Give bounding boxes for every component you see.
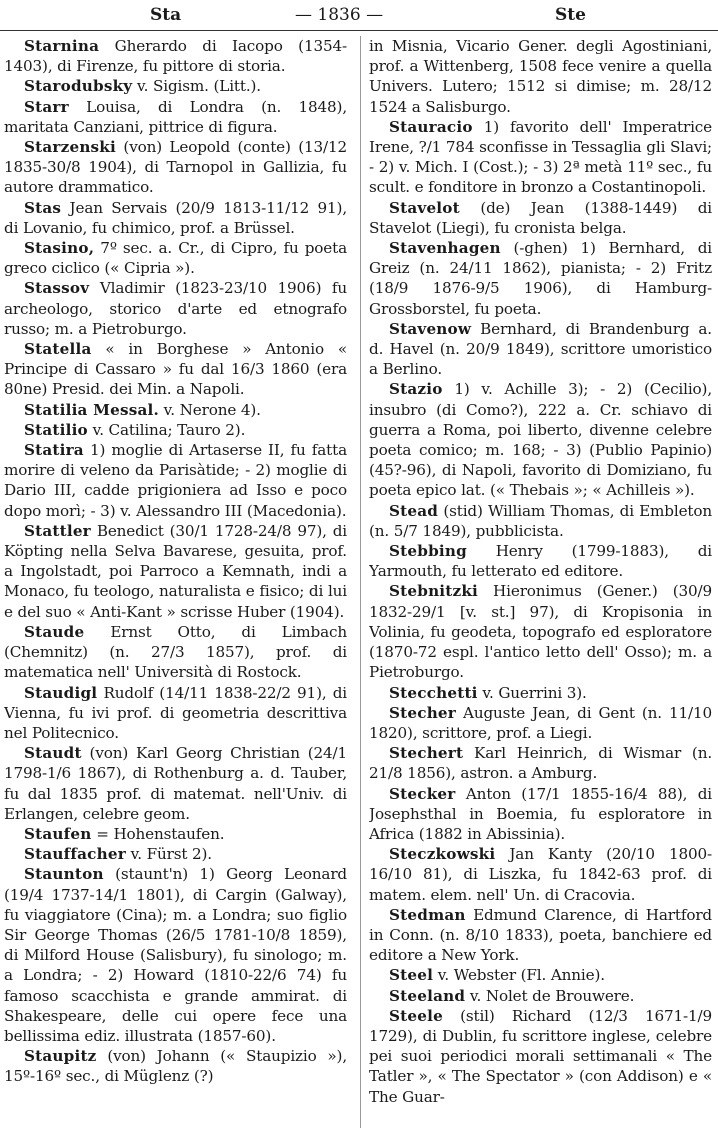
entry-text: Benedict (30/1 1728-24/8 97), di Köpting nella Selva Bavarese, gesuita, prof. a Ingolstadt, poi Parroco a Kemnath, indi a Monaco, fu teologo, naturalista e fisico; di lui e del suo « Anti-Kant » scrisse Huber (1904). [4,521,347,621]
dictionary-entry [4,440,347,521]
entry-text: Anton (17/1 1855-16/4 88), di Josephsthal in Boemia, fu esploratore in Africa (1882 in Abissinia). [369,784,712,843]
dictionary-entry [4,238,347,278]
dictionary-entry [4,36,347,76]
dictionary-entry [4,400,347,420]
dictionary-entry [4,824,347,844]
dictionary-entry [4,339,347,400]
entry-headword: Starnina [24,37,100,55]
dictionary-entry [369,319,712,380]
dictionary-entry [4,1046,347,1086]
dictionary-entry [369,844,712,905]
entry-text: v. Nolet de Brouwere. [465,986,635,1005]
entry-text: (stil) Richard (12/3 1671-1/9 1729), di Dublin, fu scrittore inglese, celebre pei suoi periodici morali settimanali « The Tatler », « The Spectator » (con Addison) e « The Guar- [369,1006,712,1106]
dictionary-entry [4,278,347,339]
entry-text: v. Nerone 4). [158,400,261,419]
header-left-guide-word: Sta [150,5,182,25]
entry-headword: Statilia Messal. [24,400,159,419]
dictionary-entry [369,986,712,1006]
entry-text: 1) favorito dell' Imperatrice Irene, ?/1 784 sconfisse in Tessaglia gli Slavi; - 2) v. Mich. I (Cost.); - 3) 2ª metà 11º sec., fu scult. e fonditore in bronzo a Costantinopoli. [369,117,712,197]
entry-text: Gherardo di Iacopo (1354-1403), di Firenze, fu pittore di storia. [4,37,347,76]
dictionary-entry [369,541,712,581]
entry-headword: Steeland [389,986,466,1005]
entry-headword: Staufen [24,824,92,843]
entry-text: (-ghen) 1) Bernhard, di Greiz (n. 24/11 1862), pianista; - 2) Fritz (18/9 1876-9/5 1906), di Hamburg-Grossborstel, fu poeta. [369,239,712,318]
entry-text: 1) moglie di Artaserse II, fu fatta morire di veleno da Parisàtide; - 2) moglie di Dario III, cadde prigioniera ad Isso e poco dopo morì; - 3) v. Alessandro III (Macedonia). [4,441,347,520]
entry-headword: Staudigl [24,683,98,702]
entry-headword: Stauracio [389,117,473,136]
entry-text: (von) Leopold (conte) (13/12 1835-30/8 1904), di Tarnopol in Gallizia, fu autore drammatico. [4,138,347,197]
entry-text: Henry (1799-1883), di Yarmouth, fu letterato ed editore. [369,542,712,581]
entry-headword: Stavenow [389,319,472,338]
column-divider [360,36,361,1128]
dictionary-entry [369,238,712,319]
entry-text: « in Borghese » Antonio « Principe di Cassaro » fu dal 16/3 1860 (era 80ne) Presid. dei Min. a Napoli. [4,340,347,399]
dictionary-entry [4,864,347,1046]
entry-headword: Stavelot [389,198,460,217]
dictionary-entry [369,501,712,541]
entry-headword: Staunton [24,865,104,884]
dictionary-entry [4,137,347,198]
dictionary-entry [369,965,712,985]
entry-text: (von) Karl Georg Christian (24/1 1798-1/6 1867), di Rothenburg a. d. Tauber, fu dal 1835 prof. di matemat. nell'Univ. di Erlangen, celebre geom. [4,744,347,823]
entry-text: Edmund Clarence, di Hartford in Conn. (n. 8/10 1833), poeta, banchiere ed editore a New York. [369,905,712,965]
entry-text: = Hohenstaufen. [91,824,225,843]
entry-text: (staunt'n) 1) Georg Leonard (19/4 1737-14/1 1801), di Cargin (Galway), fu viaggiatore (Cina); m. a Londra; suo figlio Sir George Thomas (26/5 1781-10/8 1859), di Milford House (Salisbury), fu sinologo; m. a Londra; - 2) Howard (1810-22/6 74) fu famoso scacchista e grande ammirat. di Shakespeare, delle cui opere fece una bellissima ediz. illustrata (1857-60). [4,865,347,1045]
dictionary-entry [4,622,347,683]
dictionary-entry [4,420,347,440]
entry-headword: Staudt [24,744,82,763]
dictionary-entry [4,76,347,96]
entry-headword: Stauffacher [24,845,126,864]
right-column [369,36,712,1128]
entry-text: Jean Servais (20/9 1813-11/12 91), di Lovanio, fu chimico, prof. a Brüssel. [4,198,347,237]
entry-text: v. Fürst 2). [125,845,212,864]
entry-text: 1) v. Achille 3); - 2) (Cecilio), insubro (di Como?), 222 a. Cr. schiavo di guerra a Roma, poi liberto, divenne celebre poeta comico; m. 168; - 3) (Publio Papinio) (45?-96), di Napoli, favorito di Domiziano, fu poeta epico lat. (« Thebais »; « Achilleis »). [369,380,712,500]
dictionary-entry [4,521,347,622]
entry-headword: Stattler [24,521,91,540]
entry-text: (von) Johann (« Staupizio »), 15º-16º sec., di Müglenz (?) [4,1047,347,1086]
dictionary-entry [369,703,712,743]
dictionary-entry [4,683,347,744]
entry-text: v. Sigism. (Litt.). [132,77,261,96]
entry-text: Ernst Otto, di Limbach (Chemnitz) (n. 27/3 1857), prof. di matematica nell' Università di Rostock. [4,622,347,682]
entry-headword: Stechert [389,744,464,763]
dictionary-entry [4,198,347,238]
dictionary-entry [369,117,712,198]
entry-headword: Steczkowski [389,845,496,864]
entry-headword: Statira [24,441,84,460]
dictionary-entry [369,198,712,238]
entry-text: Hieronimus (Gener.) (30/9 1832-29/1 [v. st.] 97), di Kropisonia in Volinia, fu geodeta, topografo ed esploratore (1870-72 espl. l'antico letto dell' Osso); m. a Pietroburgo. [369,582,712,682]
entry-headword: Steel [389,966,434,985]
dictionary-entry [4,743,347,824]
entry-headword: Starzenski [24,138,116,157]
dictionary-entry [369,1006,712,1107]
entry-text: Rudolf (14/11 1838-22/2 91), di Vienna, fu ivi prof. di geometria descrittiva nel Politecnico. [4,683,347,742]
dictionary-entry [369,379,712,500]
entry-headword: Staude [24,622,85,641]
entry-text: v. Catilina; Tauro 2). [87,420,246,439]
dictionary-entry [369,743,712,783]
entry-headword: Stecchetti [389,683,478,702]
entry-headword: Stecher [389,703,456,722]
entry-headword: Starr [24,97,69,116]
entry-headword: Stead [389,501,439,520]
entry-text: Vladimir (1823-23/10 1906) fu archeologo, storico d'arte ed etnografo russo; m. a Pietroburgo. [4,279,347,338]
entry-text: Auguste Jean, di Gent (n. 11/10 1820), scrittore, prof. a Liegi. [369,703,712,742]
entry-text: v. Guerrini 3). [477,683,587,702]
dictionary-entry [369,905,712,966]
dictionary-entry [369,784,712,845]
entry-headword: Stebnitzki [389,582,479,601]
dictionary-entry [4,844,347,864]
entry-text: Karl Heinrich, di Wismar (n. 21/8 1856), astron. a Amburg. [369,744,712,783]
header-right-guide-word: Ste [555,5,586,25]
entry-text: v. Webster (Fl. Annie). [433,966,605,985]
dictionary-entry [369,581,712,682]
entry-text: Louisa, di Londra (n. 1848), maritata Canziani, pittrice di figura. [4,97,347,136]
entry-text: in Misnia, Vicario Gener. degli Agostiniani, prof. a Wittenberg, 1508 fece venire a quella Univers. Lutero; 1512 si dimise; m. 28/12 1524 a Salisburgo. [369,37,712,116]
entry-text: Bernhard, di Brandenburg a. d. Havel (n. 20/9 1849), scrittore umoristico a Berlino. [369,319,712,379]
entry-headword: Statella [24,340,92,359]
entry-headword: Stebbing [389,542,467,561]
entry-headword: Stecker [389,784,456,803]
entry-text: 7º sec. a. Cr., di Cipro, fu poeta greco ciclico (« Cipria »). [4,239,347,278]
running-header [0,4,718,28]
entry-text: (stid) William Thomas, di Embleton (n. 5/7 1849), pubblicista. [369,501,712,540]
entry-headword: Stas [24,198,62,217]
entry-headword: Stazio [389,380,443,399]
page-number: — 1836 — [295,5,384,25]
entry-headword: Statilio [24,420,88,439]
entry-text: (de) Jean (1388-1449) di Stavelot (Liegi), fu cronista belga. [369,198,712,237]
entry-headword: Starodubsky [24,77,133,96]
dictionary-entry [4,97,347,137]
entry-headword: Staupitz [24,1047,97,1066]
entry-headword: Stedman [389,905,466,924]
left-column [4,36,347,1128]
entry-headword: Stavenhagen [389,239,501,258]
entry-headword: Steele [389,1006,443,1025]
entry-text: Jan Kanty (20/10 1800-16/10 81), di Liszka, fu 1842-63 prof. di matem. elem. nell' Un. di Cracovia. [369,845,712,904]
entry-headword: Stasino, [24,239,95,258]
header-rule [0,30,718,31]
entry-headword: Stassov [24,279,90,298]
dictionary-entry [369,36,712,117]
dictionary-entry [369,683,712,703]
